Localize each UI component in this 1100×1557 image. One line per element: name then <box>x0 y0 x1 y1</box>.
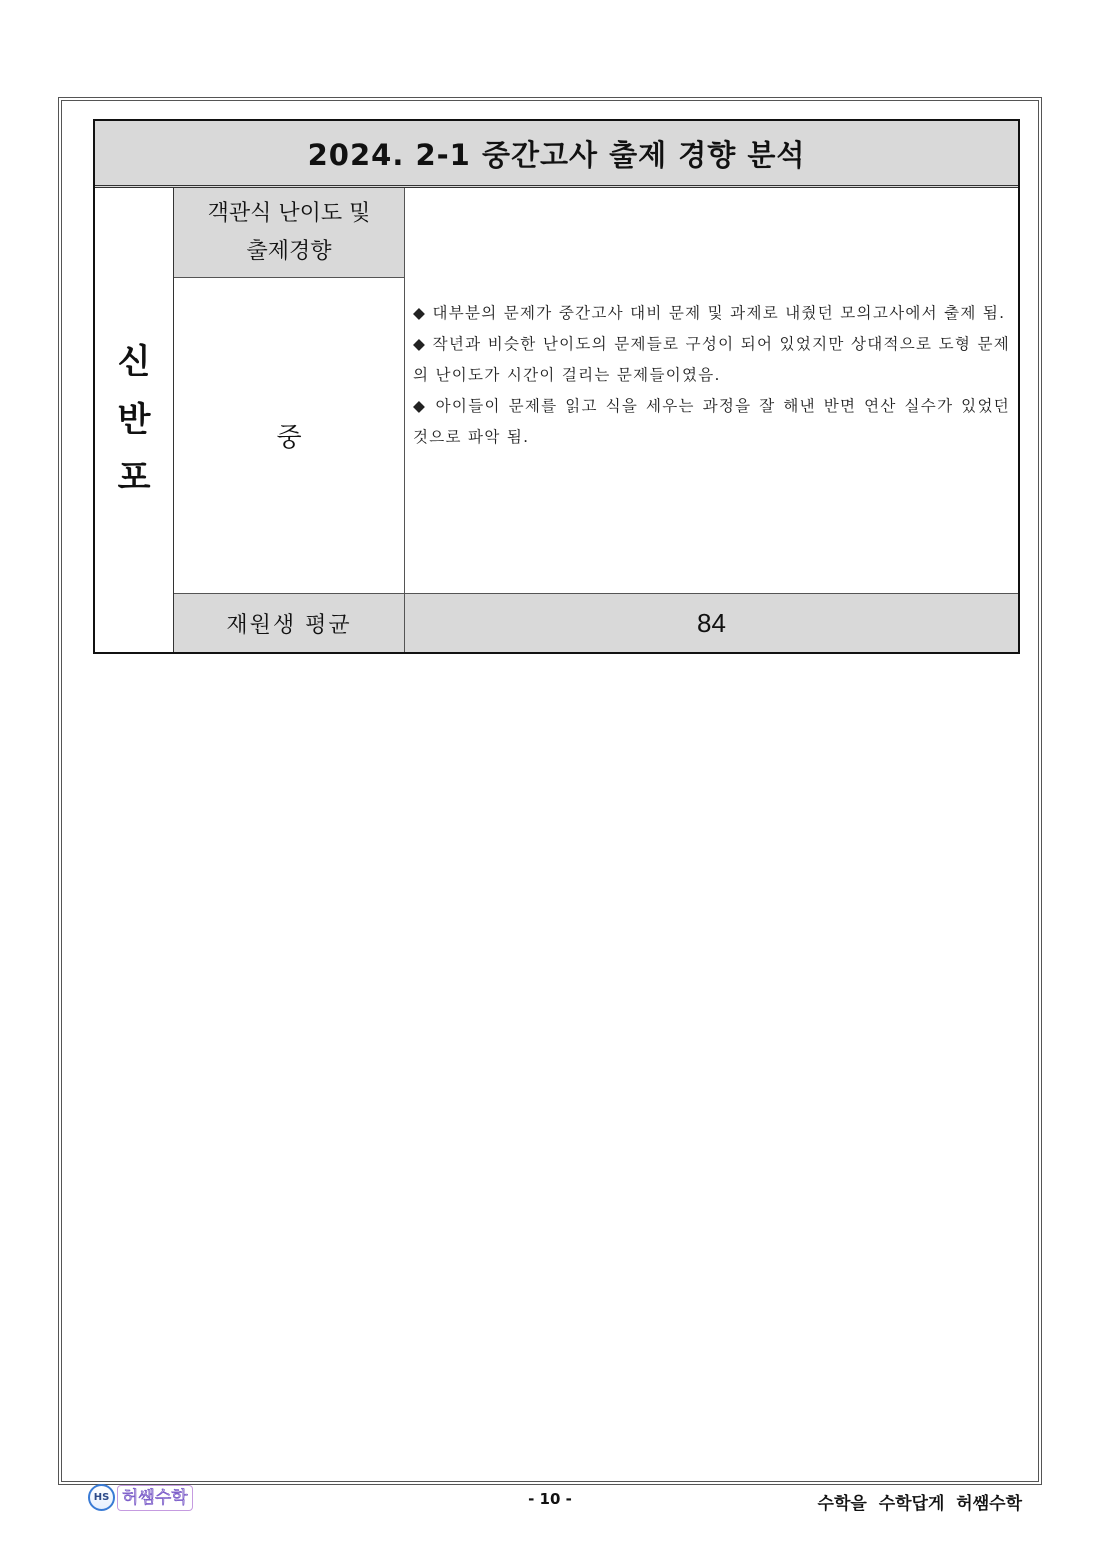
footer-slogan: 수학을 수학답게 허쌤수학 <box>817 1494 1022 1514</box>
trend-bullet: ◆ 작년과 비슷한 난이도의 문제들로 구성이 되어 있었지만 상대적으로 도형 문제의 난이도가 시간이 걸리는 문제들이였음. <box>413 335 1010 384</box>
average-value: 84 <box>697 607 726 638</box>
exam-analysis-table <box>93 119 1020 654</box>
logo-text: 허쌤수학 <box>117 1485 193 1511</box>
average-label: 재원생 평균 <box>226 612 352 638</box>
difficulty-header-cell <box>174 188 405 278</box>
average-label-cell <box>174 594 405 652</box>
difficulty-header-line1: 객관식 난이도 및 <box>207 200 371 226</box>
table-title: 2024. 2-1 중간고사 출제 경향 분석 <box>95 121 1018 188</box>
school-name-cell <box>95 188 174 652</box>
school-name-char: 반 <box>117 400 151 440</box>
logo-mark-icon: HS <box>88 1484 115 1511</box>
trend-bullet: ◆ 대부분의 문제가 중간고사 대비 문제 및 과제로 내줬던 모의고사에서 출제 됨. <box>413 304 1006 322</box>
page-number: - 10 - <box>528 1490 572 1508</box>
average-value-cell <box>405 594 1018 652</box>
trend-bullet: ◆ 아이들이 문제를 읽고 식을 세우는 과정을 잘 해낸 반면 연산 실수가 있었던 것으로 파악 됨. <box>413 397 1010 446</box>
school-name-char: 포 <box>117 458 151 498</box>
trend-description-cell <box>405 188 1018 594</box>
difficulty-level-cell <box>174 278 405 594</box>
difficulty-header-line2: 출제경향 <box>246 238 332 264</box>
trend-description <box>413 298 1010 453</box>
school-name-char: 신 <box>117 342 151 382</box>
difficulty-level: 중 <box>276 423 302 453</box>
